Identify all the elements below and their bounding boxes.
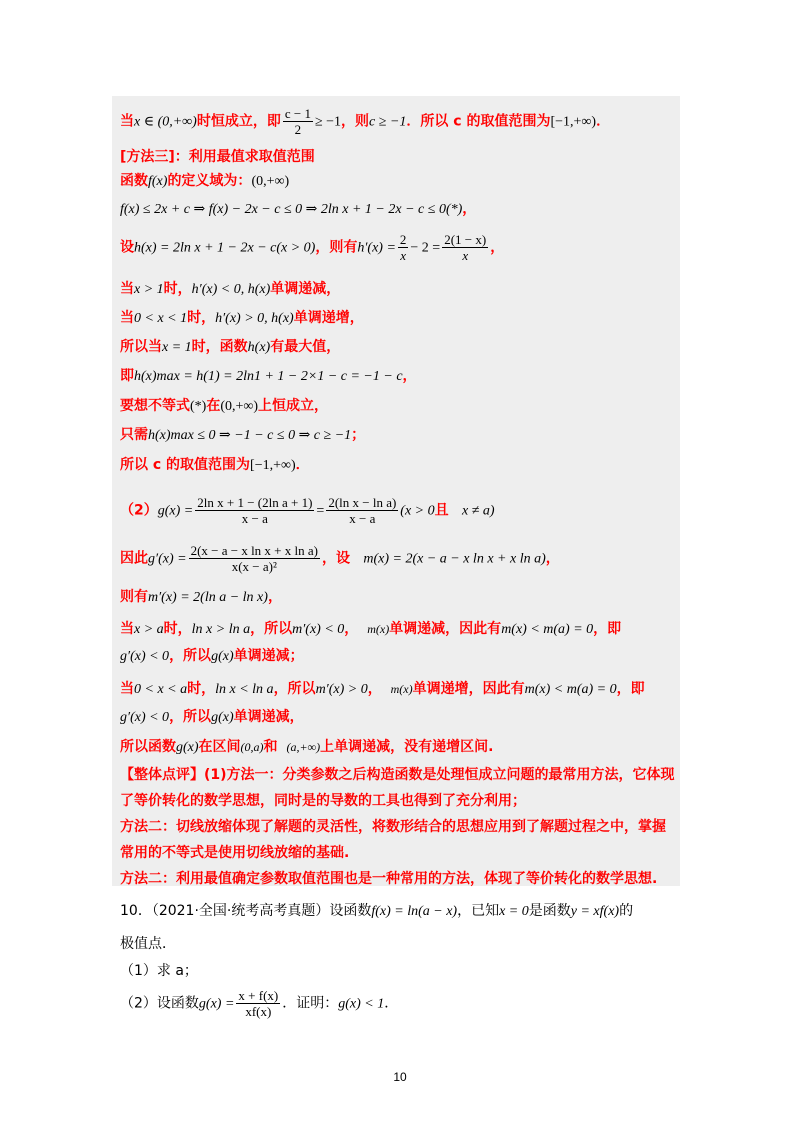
review-line-2: 了等价转化的数学思想，同时是的导数的工具也得到了充分利用； bbox=[120, 793, 526, 809]
review-line-4: 常用的不等式是使用切线放缩的基础. bbox=[120, 845, 350, 861]
question-10-part-2: （2）设函数g(x) = $\frac{x + f(x)}{xf(x)}$ ．证明：g(x) < 1． bbox=[120, 988, 399, 1019]
solution-line-19: g′(x) < 0，所以g(x)单调递减， bbox=[120, 709, 304, 725]
fraction: $\frac{c - 1}{2}$ bbox=[284, 106, 311, 137]
solution-line-1: 当x ∈ (0,+∞)时恒成立，即 $\frac{c - 1}{2}$ ≥ −1，则c ≥ −1．所以 c 的取值范围为[−1,+∞)． bbox=[120, 106, 611, 137]
solution-line-20: 所以函数g(x)在区间(0,a)和 (a,+∞)上单调递减，没有递增区间. bbox=[120, 739, 494, 755]
review-line-1: 【整体点评】(1)方法一：分类参数之后构造函数是处理恒成立问题的最常用方法，它体现 bbox=[120, 767, 675, 783]
solution-line-14: 因此g′(x) = $\frac{\text{2(x − a − x ln x + x ln a)}}{\text{x(x − a)²}}$ ，设 m(x) = 2(x − a − x ln x + x ln a)， bbox=[120, 543, 560, 574]
solution-line-3: 函数f(x)的定义域为：(0,+∞) bbox=[120, 173, 290, 189]
fraction: $\frac{x + f(x)}{xf(x)}$ bbox=[238, 988, 279, 1019]
fraction: $\frac{\text{2(x − a − x ln x + x ln a)}}{\text{x(x − a)²}}$ bbox=[190, 543, 318, 574]
solution-line-18: 当0 < x < a时，ln x < ln a，所以m′(x) > 0， m(x)单调递增，因此有m(x) < m(a) = 0，即 bbox=[120, 681, 645, 697]
solution-line-11: 只需h(x)max ≤ 0 ⇒ −1 − c ≤ 0 ⇒ c ≥ −1； bbox=[120, 427, 366, 443]
solution-line-10: 要想不等式(*)在(0,+∞)上恒成立， bbox=[120, 398, 329, 414]
question-10-line-1: 10．（2021·全国·统考高考真题）设函数f(x) = ln(a − x)，已知x = 0是函数y = xf(x)的 bbox=[120, 903, 634, 919]
fraction: $\frac{\text{2ln x + 1 − (2ln a + 1)}}{x - a}$ bbox=[197, 495, 313, 526]
solution-line-8: 所以当x = 1时，函数h(x)有最大值， bbox=[120, 339, 341, 355]
review-line-5: 方法二：利用最值确定参数取值范围也是一种常用的方法，体现了等价转化的数学思想. bbox=[120, 871, 658, 887]
solution-line-15: 则有m′(x) = 2(ln a − ln x)， bbox=[120, 589, 282, 605]
solution-line-7: 当0 < x < 1时，h′(x) > 0, h(x)单调递增， bbox=[120, 310, 364, 326]
question-10-line-2: 极值点． bbox=[120, 936, 176, 952]
solution-line-4: f(x) ≤ 2x + c ⇒ f(x) − 2x − c ≤ 0 ⇒ 2ln x + 1 − 2x − c ≤ 0(*)， bbox=[120, 201, 477, 217]
method3-title: [方法三]：利用最值求取值范围 bbox=[120, 149, 315, 165]
fraction: $\frac{2(1 - x)}{x}$ bbox=[444, 232, 487, 263]
fraction: $\frac{\text{2(ln x − ln a)}}{x - a}$ bbox=[328, 495, 397, 526]
review-line-3: 方法二：切线放缩体现了解题的灵活性，将数形结合的思想应用到了解题过程之中，掌握 bbox=[120, 819, 666, 835]
solution-line-16: 当x > a时，ln x > ln a，所以m′(x) < 0， m(x)单调递减，因此有m(x) < m(a) = 0，即 bbox=[120, 621, 622, 637]
solution-line-9: 即h(x)max = h(1) = 2ln1 + 1 − 2×1 − c = −1 − c， bbox=[120, 368, 417, 384]
fraction: $\frac{2}{x}$ bbox=[399, 232, 407, 263]
solution-line-12: 所以 c 的取值范围为[−1,+∞)． bbox=[120, 457, 310, 473]
solution-line-5: 设h(x) = 2ln x + 1 − 2x − c(x > 0)，则有h′(x) = $\frac{2}{x}$ − 2 = $\frac{2(1 - x)}{x}$ ， bbox=[120, 232, 505, 263]
page-number: 10 bbox=[393, 1070, 407, 1084]
question-10-part-1: （1）求 a； bbox=[120, 963, 198, 979]
solution-line-6: 当x > 1时，h′(x) < 0, h(x)单调递减， bbox=[120, 281, 341, 297]
solution-line-17: g′(x) < 0，所以g(x)单调递减； bbox=[120, 648, 304, 664]
solution-line-13: （2）g(x) = $\frac{\text{2ln x + 1 − (2ln a + 1)}}{x - a}$ = $\frac{\text{2(ln x − ln a)}}{x - a}$ (x > 0且 x ≠ a) bbox=[120, 495, 495, 526]
